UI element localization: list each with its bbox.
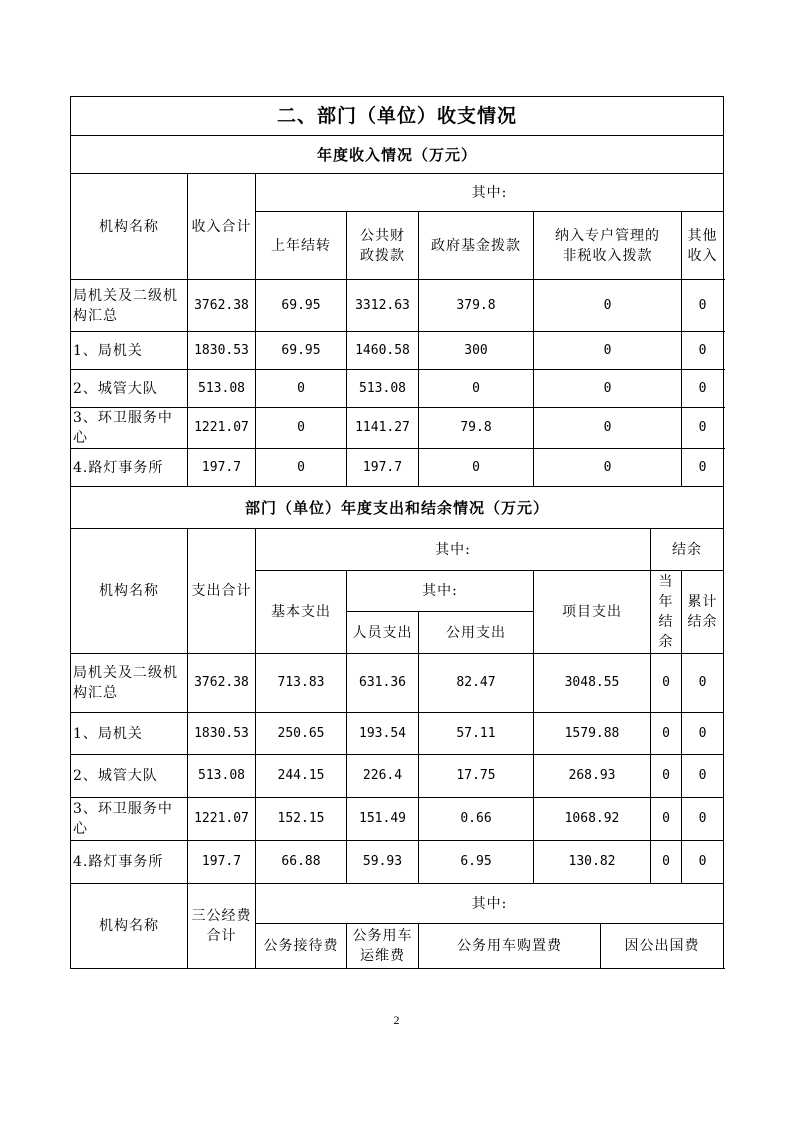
expense-current-balance-cell: 0: [651, 798, 682, 841]
expense-public-cell: 0.66: [419, 798, 534, 841]
table-row: [71, 798, 724, 841]
table-row: [71, 654, 724, 713]
income-public-finance-header: 公共财 政拨款: [347, 212, 419, 280]
income-total-cell: 1830.53: [188, 332, 256, 370]
income-total-cell: 197.7: [188, 449, 256, 487]
income-total-header: 收入合计: [188, 174, 256, 280]
expense-section-title: 部门（单位）年度支出和结余情况（万元）: [71, 487, 724, 529]
expense-org-name-header: 机构名称: [71, 529, 188, 654]
expense-project-cell: 130.82: [534, 841, 651, 884]
expense-total-cell: 1830.53: [188, 713, 256, 755]
income-nontax-cell: 0: [534, 449, 682, 487]
income-nontax-cell: 0: [534, 332, 682, 370]
income-public-cell: 3312.63: [347, 280, 419, 332]
expense-basic-cell: 244.15: [256, 755, 347, 798]
vehicle-ops-fee-header: 公务用车 运维费: [347, 924, 419, 969]
income-nontax-cell: 0: [534, 370, 682, 408]
table-row: [71, 280, 724, 332]
budget-table: [70, 96, 724, 969]
expense-project-cell: 1579.88: [534, 713, 651, 755]
expense-public-cell: 6.95: [419, 841, 534, 884]
income-nontax-cell: 0: [534, 280, 682, 332]
page-number: 2: [393, 1013, 400, 1027]
income-public-cell: 513.08: [347, 370, 419, 408]
income-prev-cell: 0: [256, 370, 347, 408]
expense-total-cell: 197.7: [188, 841, 256, 884]
expense-inner-of-which-header: 其中:: [347, 571, 534, 612]
income-other-cell: 0: [682, 370, 724, 408]
table-row: [71, 449, 724, 487]
org-name-cell: 局机关及二级机 构汇总: [71, 654, 188, 713]
expense-project-cell: 1068.92: [534, 798, 651, 841]
income-other-cell: 0: [682, 408, 724, 449]
expense-project-header: 项目支出: [534, 571, 651, 654]
income-prev-cell: 0: [256, 408, 347, 449]
income-non-tax-header: 纳入专户管理的 非税收入拨款: [534, 212, 682, 280]
expense-current-balance-cell: 0: [651, 755, 682, 798]
expense-cumulative-balance-cell: 0: [682, 755, 724, 798]
expense-personnel-cell: 151.49: [347, 798, 419, 841]
income-gov-fund-header: 政府基金拨款: [419, 212, 534, 280]
expense-total-header: 支出合计: [188, 529, 256, 654]
expense-project-cell: 268.93: [534, 755, 651, 798]
income-total-cell: 3762.38: [188, 280, 256, 332]
table-row: [71, 332, 724, 370]
expense-basic-cell: 250.65: [256, 713, 347, 755]
expense-balance-header: 结余: [651, 529, 724, 571]
expense-cumulative-balance-cell: 0: [682, 654, 724, 713]
expense-current-balance-header: 当年 结余: [651, 571, 682, 654]
expense-total-cell: 3762.38: [188, 654, 256, 713]
income-other-cell: 0: [682, 280, 724, 332]
abroad-fee-header: 因公出国费: [601, 924, 724, 969]
expense-personnel-cell: 631.36: [347, 654, 419, 713]
expense-personnel-cell: 59.93: [347, 841, 419, 884]
expense-basic-cell: 66.88: [256, 841, 347, 884]
expense-project-cell: 3048.55: [534, 654, 651, 713]
expense-cumulative-balance-cell: 0: [682, 798, 724, 841]
vehicle-purchase-fee-header: 公务用车购置费: [419, 924, 601, 969]
expense-basic-cell: 713.83: [256, 654, 347, 713]
expense-public-cell: 57.11: [419, 713, 534, 755]
expense-of-which-header: 其中:: [256, 529, 651, 571]
income-public-cell: 1460.58: [347, 332, 419, 370]
income-prev-cell: 69.95: [256, 280, 347, 332]
table-row: [71, 841, 724, 884]
org-name-cell: 1、局机关: [71, 713, 188, 755]
expense-total-cell: 513.08: [188, 755, 256, 798]
org-name-cell: 4.路灯事务所: [71, 449, 188, 487]
expense-public-use-header: 公用支出: [419, 612, 534, 654]
expense-total-cell: 1221.07: [188, 798, 256, 841]
org-name-cell: 局机关及二级机 构汇总: [71, 280, 188, 332]
income-fund-cell: 0: [419, 370, 534, 408]
expense-current-balance-cell: 0: [651, 713, 682, 755]
org-name-cell: 2、城管大队: [71, 370, 188, 408]
income-public-cell: 197.7: [347, 449, 419, 487]
income-other-cell: 0: [682, 449, 724, 487]
table-row: [71, 713, 724, 755]
income-total-cell: 1221.07: [188, 408, 256, 449]
income-other-cell: 0: [682, 332, 724, 370]
income-other-header: 其他 收入: [682, 212, 724, 280]
income-public-cell: 1141.27: [347, 408, 419, 449]
income-fund-cell: 300: [419, 332, 534, 370]
expense-personnel-header: 人员支出: [347, 612, 419, 654]
three-public-org-name-header: 机构名称: [71, 884, 188, 969]
expense-personnel-cell: 193.54: [347, 713, 419, 755]
page-title: 二、部门（单位）收支情况: [71, 97, 724, 136]
table-row: [71, 370, 724, 408]
expense-basic-cell: 152.15: [256, 798, 347, 841]
three-public-total-header: 三公经费 合计: [188, 884, 256, 969]
expense-cumulative-balance-cell: 0: [682, 713, 724, 755]
org-name-cell: 3、环卫服务中心: [71, 798, 188, 841]
income-fund-cell: 79.8: [419, 408, 534, 449]
document-sheet: [70, 96, 723, 969]
income-fund-cell: 379.8: [419, 280, 534, 332]
expense-basic-header: 基本支出: [256, 571, 347, 654]
org-name-cell: 2、城管大队: [71, 755, 188, 798]
income-nontax-cell: 0: [534, 408, 682, 449]
table-row: [71, 408, 724, 449]
org-name-cell: 4.路灯事务所: [71, 841, 188, 884]
income-total-cell: 513.08: [188, 370, 256, 408]
expense-public-cell: 82.47: [419, 654, 534, 713]
table-row: [71, 755, 724, 798]
income-fund-cell: 0: [419, 449, 534, 487]
three-public-of-which-header: 其中:: [256, 884, 724, 924]
expense-current-balance-cell: 0: [651, 654, 682, 713]
org-name-cell: 1、局机关: [71, 332, 188, 370]
org-name-cell: 3、环卫服务中心: [71, 408, 188, 449]
income-prev-cell: 69.95: [256, 332, 347, 370]
expense-personnel-cell: 226.4: [347, 755, 419, 798]
income-of-which-header: 其中:: [256, 174, 724, 212]
expense-cumulative-balance-header: 累计 结余: [682, 571, 724, 654]
expense-current-balance-cell: 0: [651, 841, 682, 884]
income-org-name-header: 机构名称: [71, 174, 188, 280]
reception-fee-header: 公务接待费: [256, 924, 347, 969]
income-section-title: 年度收入情况（万元）: [71, 136, 724, 174]
income-prev-cell: 0: [256, 449, 347, 487]
expense-public-cell: 17.75: [419, 755, 534, 798]
expense-cumulative-balance-cell: 0: [682, 841, 724, 884]
income-prev-balance-header: 上年结转: [256, 212, 347, 280]
